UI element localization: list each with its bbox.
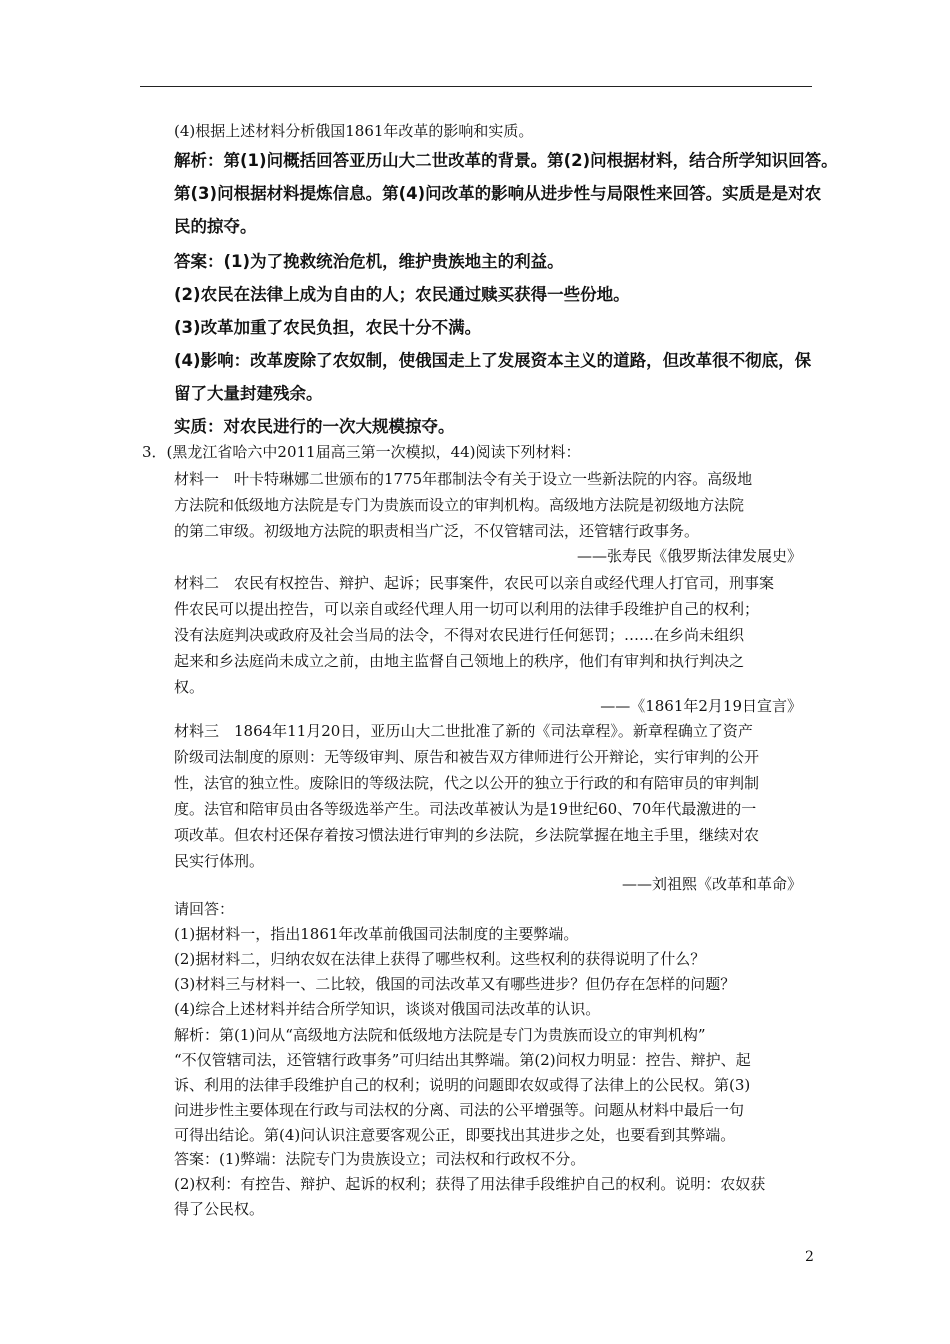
material-2-line: 权。 [174, 678, 205, 696]
answer-line: (3)改革加重了农民负担，农民十分不满。 [174, 318, 482, 337]
answer-line: 实质：对农民进行的一次大规模掠夺。 [174, 417, 455, 436]
analysis-line: 解析：第(1)问概括回答亚历山大二世改革的背景。第(2)问根据材料，结合所学知识回答。 [174, 151, 838, 170]
analysis-2-line: 诉、利用的法律手段维护自己的权利；说明的问题即农奴或得了法律上的公民权。第(3) [174, 1076, 751, 1094]
material-3-line: 阶级司法制度的原则：无等级审判、原告和被告双方律师进行公开辩论，实行审判的公开 [174, 748, 760, 766]
answer-2-line: (2)权利：有控告、辩护、起诉的权利；获得了用法律手段维护自己的权利。说明：农奴获 [174, 1175, 766, 1193]
question-line: (4)综合上述材料并结合所学知识，谈谈对俄国司法改革的认识。 [174, 1000, 601, 1018]
q4-prompt: (4)根据上述材料分析俄国1861年改革的影响和实质。 [174, 122, 534, 140]
analysis-2-line: 解析：第(1)问从“高级地方法院和低级地方法院是专门为贵族而设立的审判机构” [174, 1026, 706, 1044]
source-2: ——《1861年2月19日宣言》 [600, 697, 802, 715]
answer-line: 留了大量封建残余。 [174, 384, 323, 403]
analysis-2-line: 可得出结论。第(4)问认识注意要客观公正，即要找出其进步之处，也要看到其弊端。 [174, 1126, 736, 1144]
analysis-2-line: 问进步性主要体现在行政与司法权的分离、司法的公平增强等。问题从材料中最后一句 [174, 1101, 745, 1119]
answer-2-line: 答案：(1)弊端：法院专门为贵族设立；司法权和行政权不分。 [174, 1150, 586, 1168]
question-3-header: 3．(黑龙江省哈六中2011届高三第一次模拟，44)阅读下列材料： [142, 443, 581, 461]
material-3-line: 材料三 1864年11月20日，亚历山大二世批准了新的《司法章程》。新章程确立了资产 [174, 722, 753, 740]
question-line: (2)据材料二，归纳农奴在法律上获得了哪些权利。这些权利的获得说明了什么？ [174, 950, 706, 968]
source-1: ——张寿民《俄罗斯法律发展史》 [576, 547, 802, 565]
material-1-line: 的第二审级。初级地方法院的职责相当广泛，不仅管辖司法，还管辖行政事务。 [174, 522, 700, 540]
question-line: 请回答： [174, 900, 235, 918]
material-3-line: 项改革。但农村还保存着按习惯法进行审判的乡法院，乡法院掌握在地主手里，继续对农 [174, 826, 760, 844]
material-1-line: 方法院和低级地方法院是专门为贵族而设立的审判机构。高级地方法院是初级地方法院 [174, 496, 745, 514]
answer-2-line: 得了公民权。 [174, 1200, 265, 1218]
header-rule [140, 86, 812, 87]
answer-line: (2)农民在法律上成为自由的人；农民通过赎买获得一些份地。 [174, 285, 630, 304]
answer-line: 答案：(1)为了挽救统治危机，维护贵族地主的利益。 [174, 252, 564, 271]
material-3-line: 民实行体刑。 [174, 852, 265, 870]
question-line: (1)据材料一，指出1861年改革前俄国司法制度的主要弊端。 [174, 925, 579, 943]
answer-line: (4)影响：改革废除了农奴制，使俄国走上了发展资本主义的道路，但改革很不彻底，保 [174, 351, 812, 370]
page-number: 2 [805, 1249, 814, 1265]
material-2-line: 件农民可以提出控告，可以亲自或经代理人用一切可以利用的法律手段维护自己的权利； [174, 600, 760, 618]
material-2-line: 起来和乡法庭尚未成立之前，由地主监督自己领地上的秩序，他们有审判和执行判决之 [174, 652, 745, 670]
material-3-line: 度。法官和陪审员由各等级选举产生。司法改革被认为是19世纪60、70年代最激进的一 [174, 800, 757, 818]
material-3-line: 性，法官的独立性。废除旧的等级法院，代之以公开的独立于行政的和有陪审员的审判制 [174, 774, 760, 792]
analysis-2-line: “不仅管辖司法，还管辖行政事务”可归结出其弊端。第(2)问权力明显：控告、辩护、起 [174, 1051, 751, 1069]
material-2-line: 材料二 农民有权控告、辩护、起诉；民事案件，农民可以亲自或经代理人打官司，刑事案 [174, 574, 775, 592]
question-line: (3)材料三与材料一、二比较，俄国的司法改革又有哪些进步？但仍存在怎样的问题？ [174, 975, 736, 993]
source-3: ——刘祖熙《改革和革命》 [621, 875, 802, 893]
analysis-line: 第(3)问根据材料提炼信息。第(4)问改革的影响从进步性与局限性来回答。实质是是对农 [174, 184, 822, 203]
material-1-line: 材料一 叶卡特琳娜二世颁布的1775年郡制法令有关于设立一些新法院的内容。高级地 [174, 470, 753, 488]
material-2-line: 没有法庭判决或政府及社会当局的法令，不得对农民进行任何惩罚；……在乡尚未组织 [174, 626, 745, 644]
analysis-line: 民的掠夺。 [174, 217, 257, 236]
